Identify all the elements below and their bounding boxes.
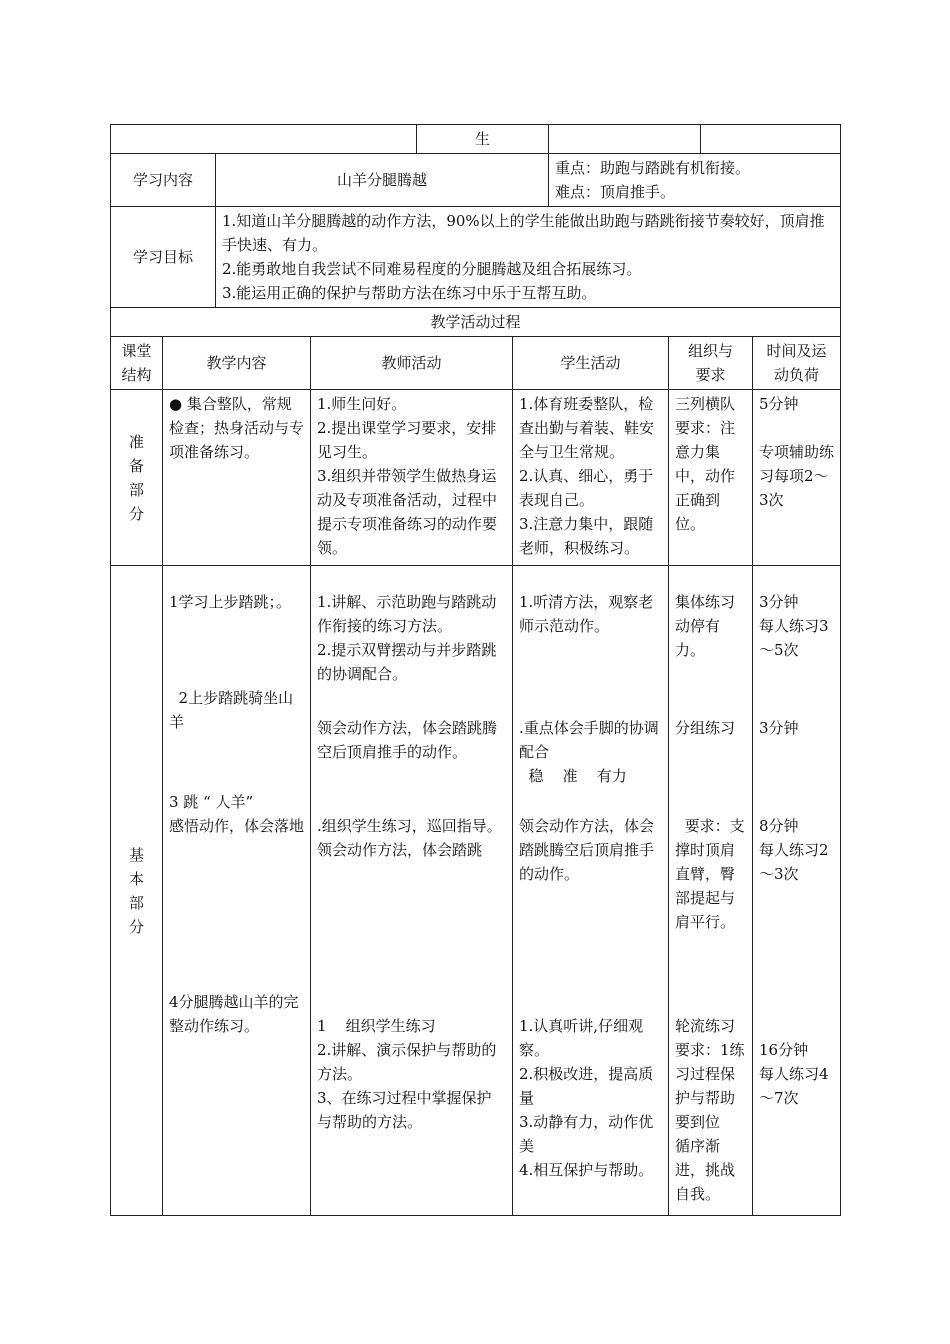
content-label: 学习内容 [111,154,216,207]
main-time-1: 3分钟 每人练习3～5次 [759,593,829,659]
process-title: 教学活动过程 [111,308,841,337]
main-time-col [753,566,841,1216]
content-points [549,154,841,207]
main-org-3: 要求：支撑时顶肩直臂，臀部提起与肩平行。 [675,817,745,931]
main-content-4: 4分腿腾越山羊的完整动作练习。 [169,993,299,1035]
key-point: 重点：助跑与踏跳有机衔接。 [555,159,751,177]
header-content: 教学内容 [163,337,311,390]
main-teacher-1: 1.讲解、示范助跑与踏跳动作衔接的练习方法。 2.提示双臂摆动与并步踏跳的协调配合。 [317,593,497,683]
prep-org: 三列横队 要求：注意力集中，动作正确到位。 [669,390,753,566]
objectives-list [216,207,841,308]
objective-item: 1.知道山羊分腿腾越的动作方法，90%以上的学生能做出助跑与踏跳衔接节奏较好，顶肩推手快速、有力。 [222,212,825,254]
main-time-2: 3分钟 [759,719,799,737]
main-student-3: 领会动作方法，体会踏跳腾空后顶肩推手的动作。 [519,817,655,883]
lesson-plan-document [110,124,840,1216]
objective-item: 3.能运用正确的保护与帮助方法在练习中乐于互帮互助。 [222,284,597,302]
main-org-2: 分组练习 [675,719,736,737]
prep-section-label: 准 备 部 分 [111,390,163,566]
top-cell-1 [111,125,417,154]
prep-time: 5分钟 专项辅助练习每项2～3次 [753,390,841,566]
objective-item: 2.能勇敢地自我尝试不同难易程度的分腿腾越及组合拓展练习。 [222,260,642,278]
prep-student: 1.体育班委整队，检查出勤与着装、鞋安全与卫生常规。 2.认真、细心，勇于表现自己。 3.注意力集中，跟随老师，积极练习。 [513,390,669,566]
main-section-label: 基 本 部 分 [111,566,163,1216]
main-teacher-3: .组织学生练习，巡回指导。 领会动作方法，体会踏跳 [317,817,502,859]
top-cell-3 [549,125,701,154]
process-title-row [111,308,841,337]
main-student-2: .重点体会手脚的协调配合 稳 准 有力 [519,719,659,785]
objectives-label: 学习目标 [111,207,216,308]
prep-row [111,390,841,566]
content-row [111,154,841,207]
main-time-3: 8分钟 每人练习2～3次 [759,817,829,883]
main-student-col [513,566,669,1216]
main-content-1: 1学习上步踏跳；。 [169,593,292,611]
main-org-col [669,566,753,1216]
main-student-1: 1.听清方法，观察老师示范动作。 [519,593,654,635]
main-content-2: 2上步踏跳骑坐山羊 [169,689,294,731]
main-teacher-col [311,566,513,1216]
main-org-4: 轮流练习 要求：1练习过程保护与帮助要到位 循序渐进，挑战自我。 [675,1017,745,1203]
main-teacher-2: 领会动作方法，体会踏跳腾空后顶肩推手的动作。 [317,719,498,761]
main-content-3: 3 跳 “ 人羊” 感悟动作，体会落地 [169,793,305,835]
header-student: 学生活动 [513,337,669,390]
header-org: 组织与 要求 [669,337,753,390]
objectives-row [111,207,841,308]
prep-teacher: 1.师生问好。 2.提出课堂学习要求，安排见习生。 3.组织并带领学生做热身运动及专项准备活动，过程中提示专项准备练习的动作要领。 [311,390,513,566]
main-content-col [163,566,311,1216]
main-student-4: 1.认真听讲,仔细观察。 2.积极改进，提高质量 3.动静有力，动作优美 4.相互保护与帮助。 [519,1017,654,1179]
top-cell-2: 生 [417,125,549,154]
header-row [111,337,841,390]
main-time-4: 16分钟 每人练习4～7次 [759,1041,829,1107]
content-value: 山羊分腿腾越 [216,154,549,207]
top-cell-4 [701,125,841,154]
main-row [111,566,841,1216]
main-teacher-4: 1 组织学生练习 2.讲解、演示保护与帮助的方法。 3、在练习过程中掌握保护与帮助的方法。 [317,1017,497,1131]
lesson-plan-table [110,124,841,1216]
header-structure: 课堂 结构 [111,337,163,390]
prep-content: ● 集合整队，常规检查；热身活动与专项准备练习。 [163,390,311,566]
main-org-1: 集体练习 动停有力。 [675,593,736,659]
top-row [111,125,841,154]
header-teacher: 教师活动 [311,337,513,390]
difficulty-point: 难点：顶肩推手。 [555,183,676,201]
header-time: 时间及运 动负荷 [753,337,841,390]
